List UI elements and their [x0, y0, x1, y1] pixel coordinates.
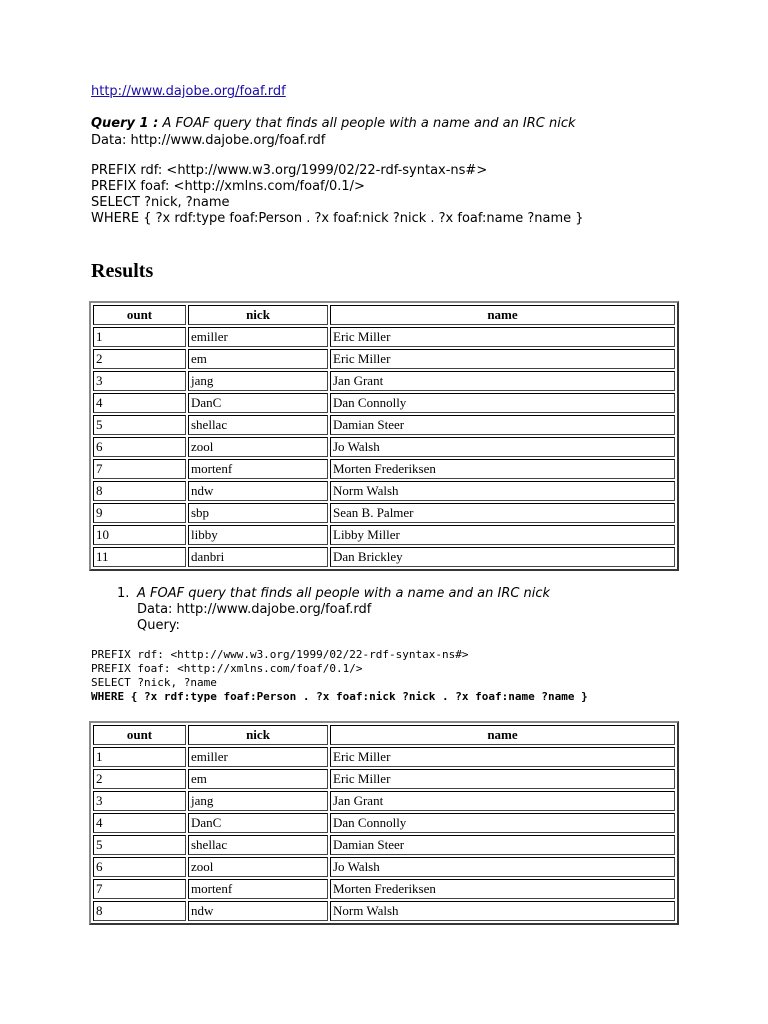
cell-nick: jang — [188, 791, 328, 811]
cell-count: 10 — [93, 525, 186, 545]
cell-nick: sbp — [188, 503, 328, 523]
results-table-1 — [89, 301, 679, 571]
cell-nick: shellac — [188, 415, 328, 435]
table-row — [93, 327, 675, 347]
cell-nick: em — [188, 769, 328, 789]
cell-nick: libby — [188, 525, 328, 545]
cell-count: 2 — [93, 769, 186, 789]
table-header-row — [93, 305, 675, 325]
cell-count: 7 — [93, 459, 186, 479]
table-row — [93, 503, 675, 523]
table-row — [93, 879, 675, 899]
cell-nick: em — [188, 349, 328, 369]
query-list-item — [117, 586, 550, 634]
table-row — [93, 813, 675, 833]
cell-name: Damian Steer — [330, 415, 675, 435]
cell-nick: emiller — [188, 747, 328, 767]
cell-name: Dan Brickley — [330, 547, 675, 567]
table-row — [93, 901, 675, 921]
code-line: PREFIX rdf: <http://www.w3.org/1999/02/22-rdf-syntax-ns#> — [91, 648, 469, 661]
table-row — [93, 437, 675, 457]
cell-name: Jo Walsh — [330, 437, 675, 457]
cell-count: 1 — [93, 747, 186, 767]
query-1-text — [91, 163, 584, 227]
cell-nick: emiller — [188, 327, 328, 347]
column-header-nick: nick — [188, 305, 328, 325]
cell-count: 5 — [93, 835, 186, 855]
table-row — [93, 415, 675, 435]
list-number: 1. — [117, 586, 130, 601]
table-row — [93, 835, 675, 855]
code-line: SELECT ?nick, ?name — [91, 676, 217, 689]
query-1-title: A FOAF query that finds all people with a name and an IRC nick — [162, 116, 576, 131]
table-row — [93, 371, 675, 391]
cell-name: Dan Connolly — [330, 813, 675, 833]
table-row — [93, 857, 675, 877]
cell-nick: ndw — [188, 481, 328, 501]
cell-nick: DanC — [188, 813, 328, 833]
table-row — [93, 459, 675, 479]
query-line: PREFIX foaf: <http://xmlns.com/foaf/0.1/> — [91, 179, 365, 194]
cell-name: Jo Walsh — [330, 857, 675, 877]
query-1-data-line: Data: http://www.dajobe.org/foaf.rdf — [91, 133, 326, 148]
table-row — [93, 791, 675, 811]
query-line: SELECT ?nick, ?name — [91, 195, 230, 210]
cell-name: Morten Frederiksen — [330, 459, 675, 479]
query-code-block — [91, 648, 588, 704]
table-header-row — [93, 725, 675, 745]
list-item-query-label: Query: — [137, 618, 180, 633]
cell-count: 11 — [93, 547, 186, 567]
column-header-count: ount — [93, 725, 186, 745]
cell-nick: zool — [188, 857, 328, 877]
cell-name: Libby Miller — [330, 525, 675, 545]
cell-name: Morten Frederiksen — [330, 879, 675, 899]
list-item-title: A FOAF query that finds all people with a name and an IRC nick — [137, 586, 551, 601]
list-item-data-line: Data: http://www.dajobe.org/foaf.rdf — [137, 602, 372, 617]
cell-count: 4 — [93, 393, 186, 413]
cell-name: Eric Miller — [330, 349, 675, 369]
cell-nick: shellac — [188, 835, 328, 855]
cell-name: Eric Miller — [330, 327, 675, 347]
cell-count: 6 — [93, 437, 186, 457]
cell-nick: mortenf — [188, 879, 328, 899]
table-row — [93, 349, 675, 369]
query-line: WHERE { ?x rdf:type foaf:Person . ?x foaf:nick ?nick . ?x foaf:name ?name } — [91, 211, 584, 226]
column-header-count: ount — [93, 305, 186, 325]
cell-name: Norm Walsh — [330, 481, 675, 501]
table-row — [93, 769, 675, 789]
cell-nick: zool — [188, 437, 328, 457]
cell-name: Norm Walsh — [330, 901, 675, 921]
cell-count: 3 — [93, 371, 186, 391]
cell-name: Eric Miller — [330, 769, 675, 789]
cell-count: 8 — [93, 901, 186, 921]
cell-count: 4 — [93, 813, 186, 833]
cell-nick: mortenf — [188, 459, 328, 479]
cell-name: Dan Connolly — [330, 393, 675, 413]
code-line: WHERE { ?x rdf:type foaf:Person . ?x foaf:nick ?nick . ?x foaf:name ?name } — [91, 690, 588, 703]
cell-count: 6 — [93, 857, 186, 877]
column-header-name: name — [330, 305, 675, 325]
results-table-2 — [89, 721, 679, 925]
cell-count: 8 — [93, 481, 186, 501]
cell-name: Sean B. Palmer — [330, 503, 675, 523]
cell-count: 9 — [93, 503, 186, 523]
table-row — [93, 747, 675, 767]
cell-name: Jan Grant — [330, 371, 675, 391]
query-1-label: Query 1 : — [91, 116, 159, 131]
cell-nick: DanC — [188, 393, 328, 413]
cell-nick: ndw — [188, 901, 328, 921]
column-header-nick: nick — [188, 725, 328, 745]
cell-count: 5 — [93, 415, 186, 435]
cell-name: Eric Miller — [330, 747, 675, 767]
cell-count: 7 — [93, 879, 186, 899]
code-line: PREFIX foaf: <http://xmlns.com/foaf/0.1/> — [91, 662, 363, 675]
table-row — [93, 481, 675, 501]
query-1-heading — [91, 115, 576, 149]
cell-count: 2 — [93, 349, 186, 369]
foaf-rdf-link[interactable]: http://www.dajobe.org/foaf.rdf — [91, 84, 286, 99]
table-row — [93, 393, 675, 413]
cell-count: 3 — [93, 791, 186, 811]
cell-name: Jan Grant — [330, 791, 675, 811]
query-line: PREFIX rdf: <http://www.w3.org/1999/02/22-rdf-syntax-ns#> — [91, 163, 488, 178]
table-row — [93, 525, 675, 545]
results-heading: Results — [91, 260, 154, 282]
cell-count: 1 — [93, 327, 186, 347]
cell-nick: danbri — [188, 547, 328, 567]
table-row — [93, 547, 675, 567]
cell-name: Damian Steer — [330, 835, 675, 855]
column-header-name: name — [330, 725, 675, 745]
cell-nick: jang — [188, 371, 328, 391]
